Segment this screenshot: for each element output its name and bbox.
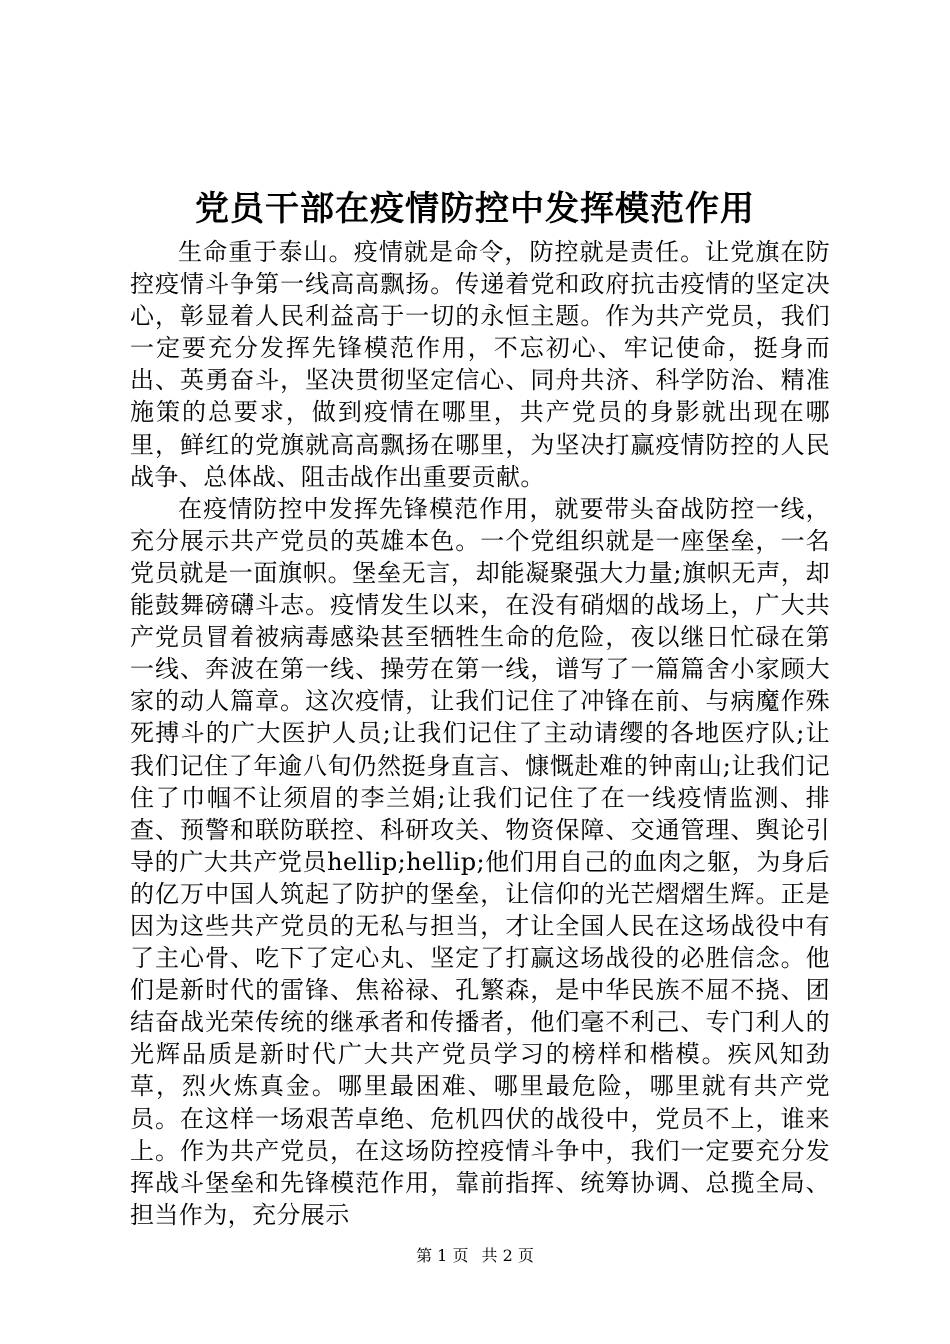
page-footer <box>0 1243 950 1266</box>
paragraph: 生命重于泰山。疫情就是命令，防控就是责任。让党旗在防控疫情斗争第一线高高飘扬。传递着党和政府抗击疫情的坚定决心，彰显着人民利益高于一切的永恒主题。作为共产党员，我们一定要充分发挥先锋模范作用，不忘初心、牢记使命，挺身而出、英勇奋斗，坚决贯彻坚定信心、同舟共济、科学防治、精准施策的总要求，做到疫情在哪里，共产党员的身影就出现在哪里，鲜红的党旗就高高飘扬在哪里，为坚决打赢疫情防控的人民战争、总体战、阻击战作出重要贡献。 <box>130 238 830 491</box>
paragraph: 在疫情防控中发挥先锋模范作用，就要带头奋战防控一线，充分展示共产党员的英雄本色。一个党组织就是一座堡垒，一名党员就是一面旗帜。堡垒无言，却能凝聚强大力量;旗帜无声，却能鼓舞磅礴斗志。疫情发生以来，在没有硝烟的战场上，广大共产党员冒着被病毒感染甚至牺牲生命的危险，夜以继日忙碌在第一线、奔波在第一线、操劳在第一线，谱写了一篇篇舍小家顾大家的动人篇章。这次疫情，让我们记住了冲锋在前、与病魔作殊死搏斗的广大医护人员;让我们记住了主动请缨的各地医疗队;让我们记住了年逾八旬仍然挺身直言、慷慨赴难的钟南山;让我们记住了巾帼不让须眉的李兰娟;让我们记住了在一线疫情监测、排查、预警和联防联控、科研攻关、物资保障、交通管理、舆论引导的广大共产党员hellip;hellip;他们用自己的血肉之躯，为身后的亿万中国人筑起了防护的堡垒，让信仰的光芒熠熠生辉。正是因为这些共产党员的无私与担当，才让全国人民在这场战役中有了主心骨、吃下了定心丸、坚定了打赢这场战役的必胜信念。他们是新时代的雷锋、焦裕禄、孔繁森，是中华民族不屈不挠、团结奋战光荣传统的继承者和传播者，他们毫不利己、专门利人的光辉品质是新时代广大共产党员学习的榜样和楷模。疾风知劲草，烈火炼真金。哪里最困难、哪里最危险，哪里就有共产党员。在这样一场艰苦卓绝、危机四伏的战役中，党员不上，谁来上。作为共产党员，在这场防控疫情斗争中，我们一定要充分发挥战斗堡垒和先锋模范作用，靠前指挥、统筹协调、总揽全局、担当作为，充分展示 <box>130 494 830 1229</box>
page-number: 第 1 页 <box>416 1246 469 1265</box>
document-body <box>130 236 830 1231</box>
document-title: 党员干部在疫情防控中发挥模范作用 <box>195 189 755 229</box>
page-total: 共 2 页 <box>481 1246 534 1265</box>
